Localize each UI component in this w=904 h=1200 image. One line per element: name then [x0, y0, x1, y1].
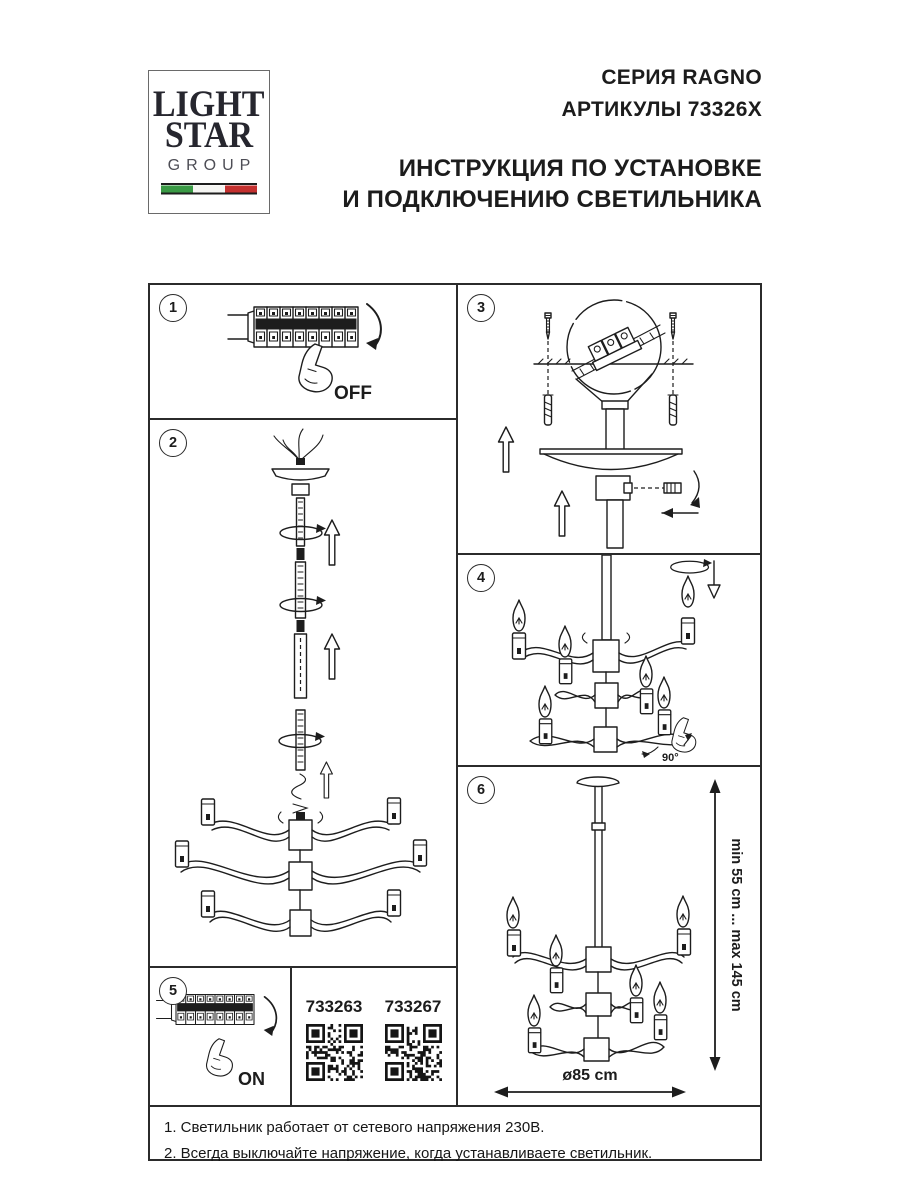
diameter-dimension-label: ø85 cm — [562, 1067, 618, 1084]
lightstar-logo — [148, 70, 270, 214]
panel-qr-codes — [292, 968, 458, 1107]
chandelier-tier — [550, 972, 640, 1016]
candle-bulb-icon — [528, 995, 540, 1026]
panel-step-5 — [150, 968, 292, 1107]
ceiling-wires-icon — [274, 429, 323, 465]
lamp-socket — [202, 799, 215, 825]
wall-anchor-icon — [543, 395, 553, 425]
candle-bulb-icon — [550, 935, 562, 966]
step-number-badge: 6 — [467, 776, 495, 804]
panel-step-4 — [458, 555, 760, 767]
curved-arrow-icon — [264, 997, 277, 1036]
candle-bulb-icon — [559, 626, 571, 657]
instruction-grid — [148, 283, 762, 1161]
bulb-insertion-icon — [671, 559, 720, 644]
lamp-socket — [388, 890, 401, 916]
panel-step-1 — [150, 285, 458, 420]
lamp-socket — [513, 633, 526, 659]
up-arrow-icon — [555, 491, 570, 536]
lamp-socket — [388, 798, 401, 824]
qr-panel — [292, 968, 456, 1105]
logo-word-star: STAR — [164, 115, 254, 156]
candle-bulb-icon — [539, 686, 551, 717]
on-label: ON — [238, 1069, 265, 1089]
height-dimension — [710, 779, 745, 1071]
up-arrow-icon — [499, 427, 514, 472]
candle-bulb-icon — [513, 600, 525, 631]
candle-bulb-icon — [507, 897, 519, 928]
lamp-socket — [414, 840, 427, 866]
logo-word-light: LIGHT — [153, 83, 265, 125]
canopy-icon — [272, 469, 329, 495]
qr-left-code-label: 733263 — [305, 997, 363, 1016]
step6-diagram — [458, 767, 758, 1105]
terminal-block-detail-icon — [567, 300, 665, 394]
height-dimension-label: min 55 cm ... max 145 cm — [728, 838, 744, 1012]
up-arrow-icon — [325, 520, 340, 565]
lamp-socket — [678, 929, 691, 955]
panel-step-6 — [458, 767, 760, 1107]
step-number-badge: 2 — [159, 429, 187, 457]
instruction-title-line1: ИНСТРУКЦИЯ ПО УСТАНОВКЕ — [398, 155, 762, 182]
lamp-socket — [559, 659, 571, 684]
panel-step-3 — [458, 285, 760, 555]
step2-diagram — [150, 420, 456, 966]
curved-arrow-icon — [366, 304, 381, 350]
screw-icon — [545, 313, 551, 339]
wall-anchor-icon — [668, 395, 678, 425]
lamp-socket — [528, 1028, 540, 1053]
candle-bulb-icon — [658, 677, 670, 708]
lamp-socket — [202, 891, 215, 917]
lamp-socket — [550, 968, 562, 993]
rod — [592, 787, 605, 947]
series-title: СЕРИЯ RAGNO — [601, 66, 762, 89]
canopy-icon — [540, 449, 682, 470]
step-number-badge: 1 — [159, 294, 187, 322]
pointing-hand-icon — [299, 344, 332, 392]
logo-word-group: GROUP — [167, 157, 257, 175]
hub-set-screw-icon — [596, 471, 700, 548]
italian-flag-bar — [161, 183, 257, 195]
lamp-socket — [654, 1015, 666, 1040]
hanging-wire-icon — [292, 774, 307, 820]
qr-code-left — [306, 1024, 363, 1081]
rod — [602, 555, 611, 640]
instruction-title-line2: И ПОДКЛЮЧЕНИЮ СВЕТИЛЬНИКА — [342, 186, 762, 214]
lamp-socket — [176, 841, 189, 867]
circuit-breaker-icon — [228, 307, 358, 347]
qr-right-code-label: 733267 — [384, 997, 442, 1016]
lamp-socket — [658, 710, 670, 735]
panel-step-2 — [150, 420, 458, 968]
lamp-socket — [539, 719, 551, 744]
note-line-2: 2. Всегда выключайте напряжение, когда устанавливаете светильник. — [164, 1145, 653, 1162]
step-number-badge: 3 — [467, 294, 495, 322]
chandelier-tier — [513, 947, 684, 972]
up-arrow-icon — [320, 762, 332, 798]
up-arrow-icon — [325, 634, 340, 679]
pointing-hand-icon — [206, 1039, 232, 1076]
lamp-socket — [508, 930, 521, 956]
screw-icon — [670, 313, 676, 339]
canopy-icon — [577, 777, 619, 787]
qr-code-right — [385, 1024, 442, 1081]
diameter-dimension — [494, 1067, 686, 1098]
step-number-badge: 4 — [467, 564, 495, 592]
angle-label: 90° — [662, 752, 679, 764]
note-line-1: 1. Светильник работает от сетевого напряжения 230В. — [164, 1119, 545, 1136]
chandelier-tier — [530, 1016, 664, 1061]
step4-diagram — [458, 555, 758, 765]
step1-diagram — [150, 285, 456, 418]
candle-bulb-icon — [654, 982, 666, 1013]
candle-bulb-icon — [677, 896, 689, 927]
step3-diagram — [458, 285, 758, 553]
lamp-socket — [640, 689, 652, 714]
off-label: OFF — [334, 383, 372, 404]
lamp-socket — [630, 998, 642, 1023]
articles-title: АРТИКУЛЫ 73326X — [561, 98, 762, 121]
notes — [150, 1107, 760, 1162]
step-number-badge: 5 — [159, 977, 187, 1005]
instruction-title — [342, 153, 762, 215]
header — [342, 66, 762, 215]
